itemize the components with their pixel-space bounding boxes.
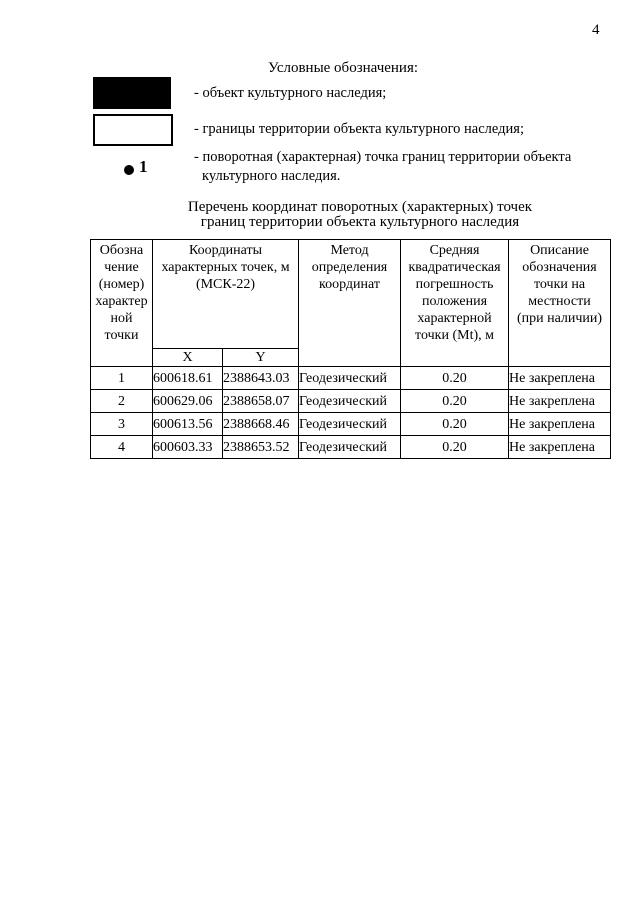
table-row (91, 367, 611, 390)
cell-point-number: 4 (91, 436, 153, 459)
header-method: Метод определения координат (299, 240, 401, 367)
cell-x: 600603.33 (153, 436, 223, 459)
cell-y: 2388653.52 (223, 436, 299, 459)
legend-text-territory-boundary: - границы территории объекта культурного наследия; (194, 121, 524, 137)
cell-point-number: 2 (91, 390, 153, 413)
cell-mean-error: 0.20 (401, 390, 509, 413)
cell-method: Геодезический (299, 390, 401, 413)
legend-text-turning-point-line1: - поворотная (характерная) точка границ территории объекта (194, 149, 572, 165)
list-title-line1: Перечень координат поворотных (характерных) точек (187, 199, 533, 215)
cell-x: 600618.61 (153, 367, 223, 390)
legend-point-number: 1 (139, 157, 148, 176)
legend-point-marker (124, 165, 134, 175)
legend-text-turning-point-line2: культурного наследия. (202, 168, 341, 184)
cell-x: 600613.56 (153, 413, 223, 436)
cell-description: Не закреплена (509, 413, 611, 436)
header-coordinates: Координаты характерных точек, м (МСК-22) (153, 240, 299, 349)
legend-text-heritage-object: - объект культурного наследия; (194, 85, 387, 101)
cell-point-number: 1 (91, 367, 153, 390)
legend-swatch-territory-boundary (93, 114, 173, 146)
header-designation: Обозна чение (номер) характер ной точки (91, 240, 153, 367)
cell-y: 2388643.03 (223, 367, 299, 390)
header-x: X (153, 349, 223, 367)
list-title (100, 200, 620, 230)
cell-y: 2388658.07 (223, 390, 299, 413)
legend-swatch-heritage-object (93, 77, 171, 109)
table-header-row (91, 240, 611, 349)
header-description: Описание обозначения точки на местности (при наличии) (509, 240, 611, 367)
cell-point-number: 3 (91, 413, 153, 436)
header-y: Y (223, 349, 299, 367)
cell-mean-error: 0.20 (401, 367, 509, 390)
cell-x: 600629.06 (153, 390, 223, 413)
header-mean-error: Средняя квадратическая погрешность положения характерной точки (Mt), м (401, 240, 509, 367)
table-row (91, 390, 611, 413)
table-row (91, 413, 611, 436)
cell-method: Геодезический (299, 367, 401, 390)
coordinates-table (90, 239, 611, 459)
legend-text-turning-point (194, 148, 614, 186)
cell-description: Не закреплена (509, 367, 611, 390)
cell-y: 2388668.46 (223, 413, 299, 436)
legend-title: Условные обозначения: (268, 60, 419, 76)
cell-mean-error: 0.20 (401, 413, 509, 436)
cell-method: Геодезический (299, 413, 401, 436)
cell-method: Геодезический (299, 436, 401, 459)
table-row (91, 436, 611, 459)
cell-description: Не закреплена (509, 390, 611, 413)
cell-mean-error: 0.20 (401, 436, 509, 459)
page-number: 4 (592, 22, 600, 38)
list-title-line2: границ территории объекта культурного наследия (200, 214, 520, 230)
cell-description: Не закреплена (509, 436, 611, 459)
